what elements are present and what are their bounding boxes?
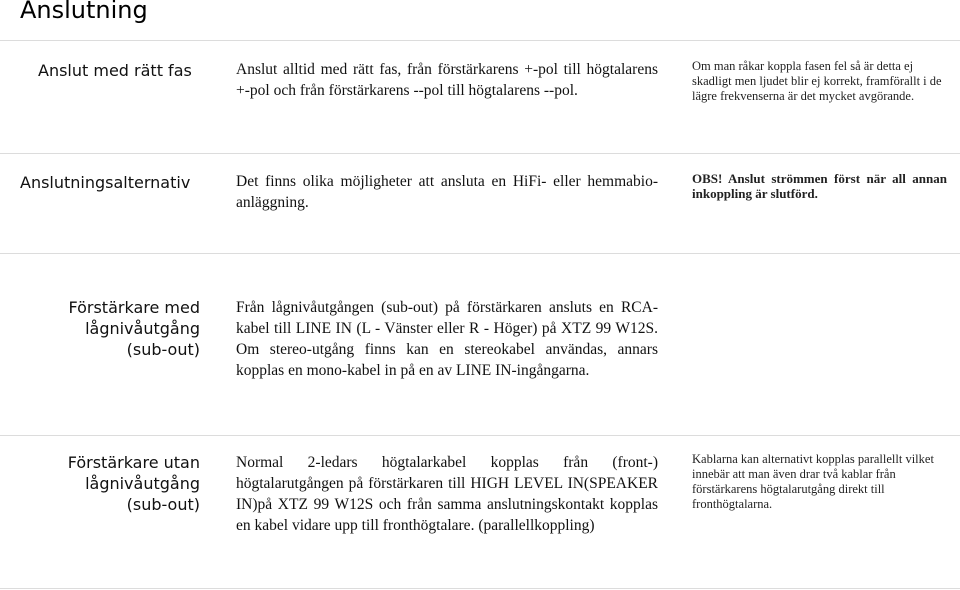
divider xyxy=(0,253,960,254)
divider xyxy=(0,588,960,589)
section-label-with-subout: Förstärkare med lågnivåutgång (sub-out) xyxy=(68,298,200,359)
section-note-parallel: Kablarna kan alternativt kopplas parallellt vilket innebär att man även drar två kablar från förstärkarens högtalarutgång direkt till fronthögtalarna. xyxy=(692,452,934,511)
section-text-without-subout: Normal 2-ledars högtalarkabel kopplas från (front-) högtalarutgången på förstärkaren till HIGH LEVEL IN(SPEAKER IN)på XTZ 99 W12S och från samma anslutningskontakt kopplas en kabel vidare upp till fronthögtalare. (parallellkoppling) xyxy=(236,454,658,534)
section-note-warning: OBS! Anslut strömmen först när all annan inkoppling är slutförd. xyxy=(692,171,947,201)
divider xyxy=(0,40,960,41)
section-text-alternatives: Det finns olika möjligheter att ansluta en HiFi- eller hemmabio-anläggning. xyxy=(236,173,658,211)
section-text-phase: Anslut alltid med rätt fas, från förstärkarens +-pol till högtalarens +-pol och från förstärkarens --pol till högtalarens --pol. xyxy=(236,61,658,99)
divider xyxy=(0,153,960,154)
section-label-phase: Anslut med rätt fas xyxy=(38,61,192,80)
section-note-phase: Om man råkar koppla fasen fel så är detta ej skadligt men ljudet blir ej korrekt, framförallt i de lägre frekvenserna är det mycket avgörande. xyxy=(692,59,942,103)
section-label-alternatives: Anslutningsalternativ xyxy=(20,173,191,192)
section-label-without-subout: Förstärkare utan lågnivåutgång (sub-out) xyxy=(67,453,200,514)
section-text-with-subout: Från lågnivåutgången (sub-out) på förstärkaren ansluts en RCA-kabel till LINE IN (L - Vänster eller R - Höger) på XTZ 99 W12S. Om stereo-utgång finns kan en stereokabel användas, annars kopplas en mono-kabel in på en av LINE IN-ingångarna. xyxy=(236,299,658,379)
divider xyxy=(0,435,960,436)
page-title: Anslutning xyxy=(20,0,148,24)
